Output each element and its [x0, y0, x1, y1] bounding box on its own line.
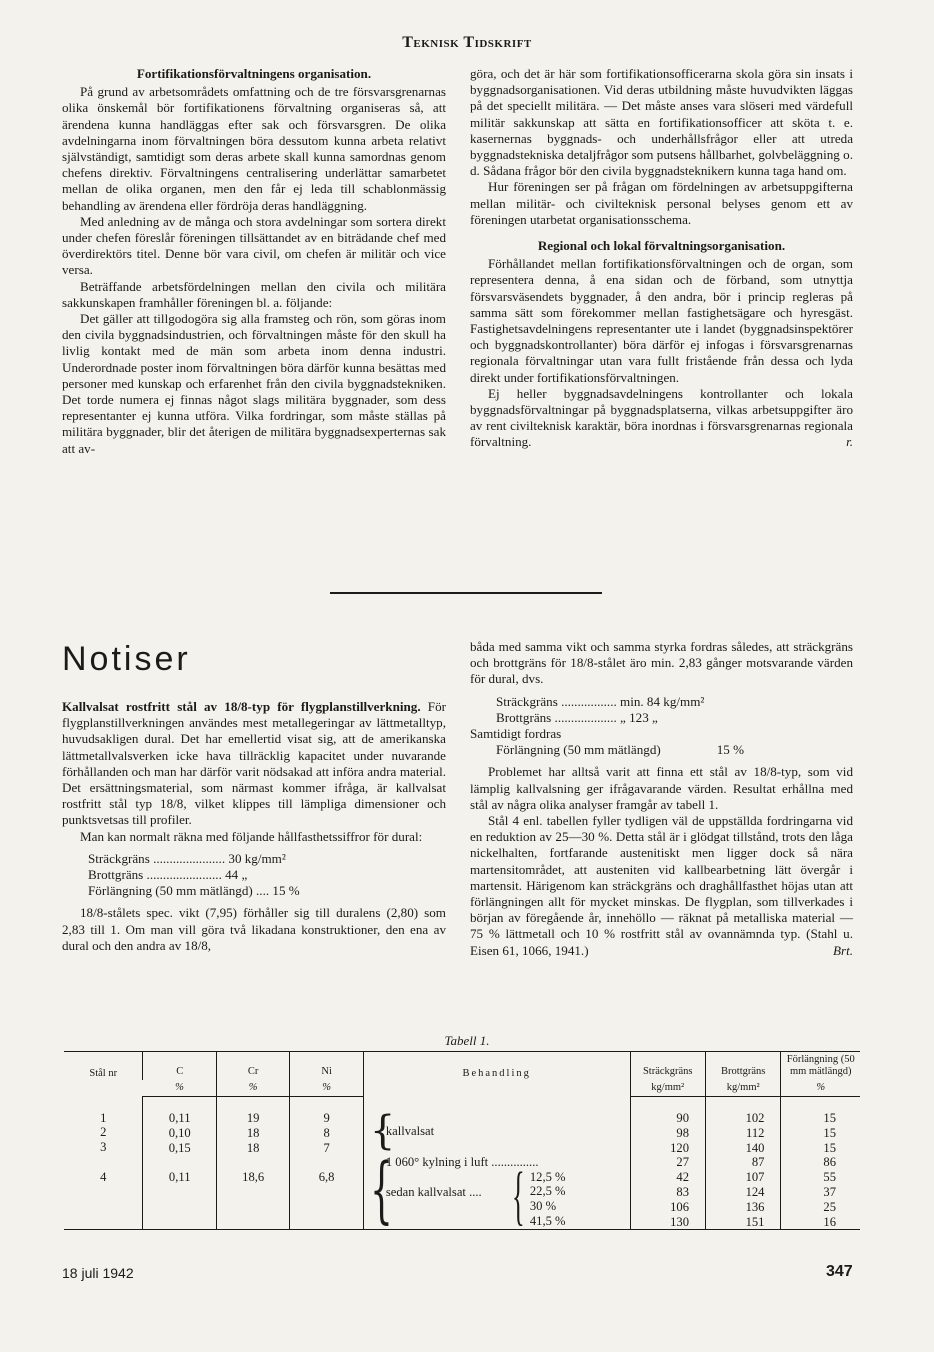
col-stal — [64, 1097, 143, 1230]
req-row — [496, 694, 853, 710]
header-c: C — [143, 1052, 216, 1081]
section-heading-organisation: Fortifikationsförvaltningens organisation. — [136, 66, 372, 81]
table-header-row — [64, 1052, 860, 1081]
section-heading-regional: Regional och lokal förvaltningsorganisation. — [537, 238, 786, 254]
cell: 37 — [823, 1184, 836, 1199]
leader-dots: ................. — [557, 693, 617, 709]
article-intro-text: För flygplanstillverkningen användes mest metallegeringar av lättmetalltyp, huvudsakligen dural. Det har emellertid visat sig, att de amerikanska lättmetallvalsverken icke hava tillräcklig kapacitet under nuvarande förhållanden och man har därför varit nödsakad att införa andra material. Det ersättningsmaterial, som närmast kommer ifråga, är kallvalsat rostfritt stål typ 18/8, vilket klippes till lämpliga dimensioner och punktsvetsas till profiler. — [62, 699, 446, 828]
cell: 9 — [323, 1111, 330, 1125]
paragraph-text: Stål 4 enl. tabellen fyller tydligen väl de uppställda fordringarna vid en reduktion av 25—30 %. Detta stål är i glödgat tillstånd, trots den låga nickelhalten, fortfarande austenitiskt men ligger dock så nära martensitområdet, att austeniten vid kallbearbetning lätt övergår i martensit. Härigenom kan sträckgräns och draghållfasthet höjas utan att förlängningen allt för mycket minskas. De flygplan, som tillverkades i början av föregående år, innehöllo — räknat på metalliska material — 75 % lättmetall och 10 % rostfritt stål av ovannämnda typ. (Stahl u. Eisen 61, 1066, 1941.) — [470, 813, 853, 958]
header-brottgrans: Brottgräns — [705, 1052, 780, 1081]
reduction: 22,5 % — [529, 1184, 566, 1199]
cell: 18 — [246, 1140, 260, 1155]
cell: 112 — [746, 1125, 765, 1140]
cell: 151 — [745, 1214, 765, 1229]
cell: 1 — [100, 1110, 107, 1125]
cell — [70, 1155, 136, 1170]
paragraph: 18/8-stålets spec. vikt (7,95) förhåller sig till duralens (2,80) som 2,83 till 1. Om man vill göra två likadana konstruktioner, den ena av dural och den andra av 18/8, — [62, 905, 446, 953]
value: „ 123 „ — [620, 709, 658, 725]
cell: 124 — [745, 1184, 765, 1199]
table-caption: Tabell 1. — [444, 1033, 490, 1048]
paragraph: Förhållandet mellan fortifikationsförvaltningen och de organ, som representera denna, å ena sidan och de förband, som utnyttja försvarsväsendets byggnader, å den andra, bör i princip regleras på samma sätt som förekommer mellan fastighetsägare och hyresgäst. Fastighetsavdelningens representanter ute i landet (byggnadsinspektörer och byggnadskontrollanter) böra därför ej infogas i försvarsgrenarnas regionala förvaltningar utan vara fullt fristående från dessa och lyda direkt under fortifikationsförvaltningen. — [470, 256, 853, 385]
footer-date: 18 juli 1942 — [62, 1265, 134, 1281]
header-strackgrans: Sträckgräns — [630, 1052, 705, 1081]
value-label: Sträckgräns — [88, 850, 150, 866]
cell: 3 — [100, 1140, 107, 1155]
value: min. 84 kg/mm² — [620, 693, 705, 709]
col-forlangning — [781, 1097, 860, 1230]
cell: 136 — [745, 1199, 765, 1214]
table-body — [64, 1097, 860, 1230]
beh-group-2 — [369, 1146, 624, 1232]
col-behandling — [363, 1097, 630, 1230]
unit-c: % — [143, 1080, 216, 1097]
signature: Brt. — [832, 942, 853, 958]
section-divider — [330, 592, 602, 594]
cell: 15 — [823, 1111, 836, 1125]
notiser-right-column — [470, 639, 853, 959]
cell: 90 — [676, 1111, 689, 1125]
header-behandling: Behandling — [363, 1052, 630, 1097]
dural-row — [88, 883, 446, 899]
beh-kallvalsat: kallvalsat — [385, 1123, 435, 1138]
cell: 107 — [745, 1170, 765, 1185]
unit-brott: kg/mm² — [705, 1080, 780, 1097]
req-row — [496, 742, 853, 758]
col-brottgrans — [705, 1097, 780, 1230]
beh-group-1 — [369, 1107, 624, 1155]
reduction: 30 % — [529, 1199, 557, 1214]
steel-requirements — [470, 693, 853, 759]
cell: 27 — [676, 1155, 689, 1170]
value-label: Sträckgräns — [496, 693, 558, 709]
cell: 15 — [823, 1140, 836, 1155]
cell — [149, 1155, 209, 1170]
value-label: Brottgräns — [88, 867, 144, 883]
leader-dots: .... — [252, 883, 270, 899]
paragraph: båda med samma vikt och samma styrka fordras således, att sträckgräns och brottgräns för 18/8-stålet äro min. 2,83 gånger motsvarande värden för dural, dvs. — [470, 639, 853, 687]
cell: 7 — [323, 1140, 330, 1155]
unit-strack: kg/mm² — [630, 1080, 705, 1097]
header-stal: Stål nr — [89, 1068, 118, 1080]
cell: 8 — [323, 1125, 330, 1140]
header-ni: Ni — [290, 1052, 363, 1081]
dural-values — [88, 851, 446, 900]
table-1 — [64, 1051, 860, 1230]
cell: 2 — [100, 1125, 107, 1140]
paragraph: Beträffande arbetsfördelningen mellan den civila och militära sakkunskapen framhåller föreningen bl. a. följande: — [62, 278, 446, 310]
top-left-column — [62, 66, 446, 457]
cell: 0,10 — [168, 1125, 191, 1140]
cell: 4 — [100, 1169, 107, 1184]
value-label: Förlängning (50 mm mätlängd) — [496, 742, 661, 758]
leader-dots: ....................... — [143, 867, 222, 883]
unit-cr: % — [216, 1080, 289, 1097]
notiser-left-column — [62, 699, 446, 954]
cell: 16 — [823, 1214, 836, 1229]
dural-row — [88, 867, 446, 883]
col-ni — [290, 1097, 363, 1230]
paragraph: Det gäller att tillgodogöra sig alla framsteg och rön, som göras inom den civila byggnadsindustrien, och förvaltningen måste för den skull ha livlig kontakt med de män som arbeta inom denna industri. Underordnade poster inom förvaltningen böra därför kunna besättas med personer med kunskap och erfarenhet från den civila byggnadstekniken. Det torde numera ej finnas något slags militära byggnader, som dess representanter ej kunna utföra. Vilka fordringar, som måste ställas på militära byggnader, blir det återigen de militära byggnadsexperternas sak att av- — [62, 311, 446, 456]
cell: 0,11 — [168, 1111, 191, 1125]
unit-ni: % — [290, 1080, 363, 1097]
paragraph: Med anledning av de många och stora avdelningar som sortera direkt under chefen föreslår föreningen tillsättandet av en biträdande chef med överdirektörs titel. Denne bör vara civil, om chefen är militär och vice versa. — [62, 213, 446, 278]
reductions — [530, 1170, 566, 1229]
brace-glyph: { — [369, 1107, 396, 1154]
top-right-column — [470, 66, 853, 451]
value-label: Förlängning (50 mm mätlängd) — [88, 883, 253, 899]
leader-dots: ...................... — [149, 850, 226, 866]
req-row — [496, 710, 853, 726]
paragraph — [470, 386, 853, 451]
col-strackgrans — [630, 1097, 705, 1230]
brace-glyph: { — [511, 1158, 525, 1232]
cell: 15 — [823, 1125, 836, 1140]
cell: 98 — [676, 1125, 689, 1140]
unit-forl: % — [781, 1080, 860, 1097]
cell: 83 — [676, 1184, 689, 1199]
req-label: Samtidigt fordras — [470, 726, 562, 742]
cell — [223, 1155, 283, 1170]
cell: 120 — [670, 1140, 689, 1155]
cell: 18,6 — [242, 1170, 265, 1185]
leader-dots: ................... — [551, 709, 617, 725]
cell: 87 — [751, 1155, 765, 1170]
dural-row — [88, 851, 446, 867]
value: 15 % — [716, 742, 745, 758]
cell: 0,11 — [168, 1170, 191, 1185]
cell: 6,8 — [318, 1170, 335, 1185]
beh-kylning: 1 060° kylning i luft ............... — [385, 1154, 539, 1169]
cell: 0,15 — [168, 1140, 191, 1155]
header-forlangning: Förlängning (50 mm mätlängd) — [781, 1052, 860, 1081]
page-number: 347 — [826, 1263, 853, 1280]
paragraph: Man kan normalt räkna med följande hållfasthetssiffror för dural: — [80, 828, 423, 844]
article-title: Kallvalsat rostfritt stål av 18/8-typ för flygplanstillverkning. — [62, 699, 421, 714]
cell: 19 — [246, 1111, 260, 1125]
paragraph-text: Ej heller byggnadsavdelningens kontrollanter och lokala byggnadsförvaltningar på byggnadsplatserna, vilkas arbetsuppgifter äro av rent civilteknisk karaktär, böra inordnas i försvarsgrenarnas regionala förvaltning. — [470, 385, 853, 450]
header-cr: Cr — [216, 1052, 289, 1081]
cell: 106 — [670, 1199, 689, 1214]
brace-glyph: { — [369, 1146, 393, 1231]
value-label: Brottgräns — [496, 709, 552, 725]
cell — [296, 1155, 356, 1170]
paragraph: På grund av arbetsområdets omfattning och de tre försvarsgrenarnas olika önskemål bör fortifikationens förvaltning organiseras så, att ärendena kunna handläggas efter sak och försvarsgren. De olika avdelningarna inom förvaltningen böra dessutom kunna arbeta relativt självständigt, samtidigt som deras arbete skall kunna samordnas genom chefens direktiv. Förvaltningens centralisering underlättar samarbetet mellan de olika organen, men den får ej leda till schablonmässig behandling av ärendena eller fördröja deras handläggning. — [62, 84, 446, 213]
paragraph: Problemet har alltså varit att finna ett stål av 18/8-typ, som vid lämplig kallvalsning ger ifrågavarande värden. Resultat erhållna med stål av några olika analyser framgår av tabell 1. — [470, 764, 853, 812]
reduction: 12,5 % — [529, 1169, 566, 1184]
article-intro — [62, 699, 446, 829]
cell: 18 — [246, 1125, 260, 1140]
paragraph — [470, 813, 853, 959]
value: 30 kg/mm² — [228, 850, 286, 866]
signature: r. — [846, 434, 853, 450]
col-cr — [216, 1097, 289, 1230]
cell: 25 — [823, 1199, 836, 1214]
masthead: Teknisk Tidskrift — [402, 34, 532, 51]
beh-sedan: sedan kallvalsat .... — [385, 1184, 482, 1199]
value: 44 „ — [225, 867, 248, 883]
cell: 102 — [745, 1111, 765, 1125]
col-c — [143, 1097, 216, 1230]
paragraph: Hur föreningen ser på frågan om fördelningen av arbetsuppgifterna mellan militär- och civilteknisk personal belyses genom ett av föreningen utarbetat organisationsschema. — [470, 179, 853, 227]
cell: 130 — [670, 1214, 689, 1229]
cell: 42 — [676, 1170, 689, 1185]
cell: 86 — [823, 1155, 836, 1170]
notiser-title: Notiser — [62, 640, 191, 678]
cell: 140 — [745, 1140, 765, 1155]
reduction: 41,5 % — [529, 1213, 566, 1228]
value: 15 % — [272, 883, 300, 899]
paragraph: göra, och det är här som fortifikationsofficerarna skola göra sin insats i byggnadsorganisationen. Vid deras utbildning måste huvudvikten läggas på det speciellt militära. — Det måste anses vara slöseri med värdefull militär sakkunskap att sätta en fortifikationsofficer att sköta t. e. kasernernas byggnads- och underhållsfrågor eller att utreda byggnadstekniska detaljfrågor som putsens hållbarhet, golvbeläggning o. d. Sådana frågor bör den civila byggnadsteknikern kunna taga hand om. — [470, 66, 853, 179]
cell: 55 — [823, 1170, 836, 1185]
